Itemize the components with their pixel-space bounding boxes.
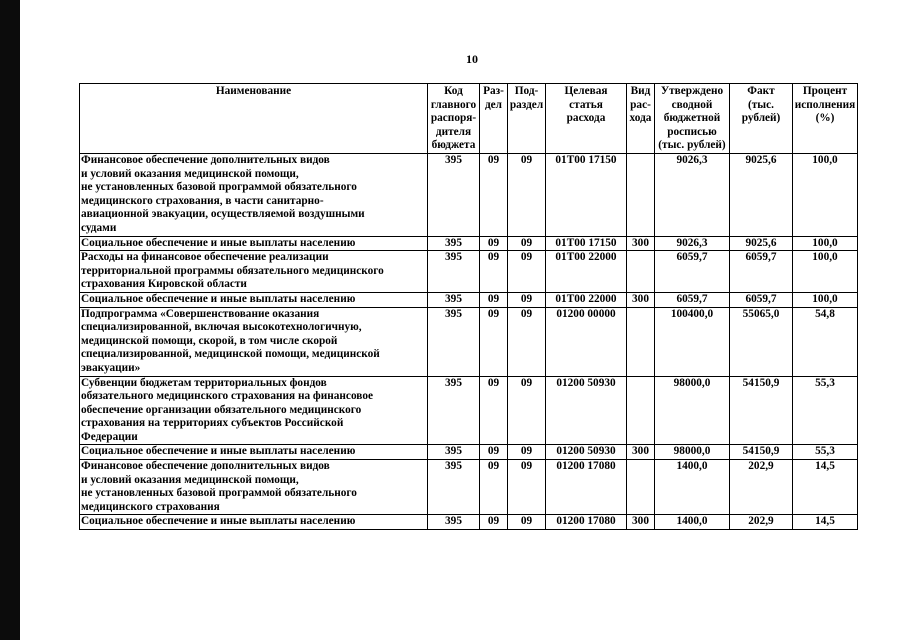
row-name: Финансовое обеспечение дополнительных видов и условий оказания медицинской помощи, не установленных базовой программой обязательного медицинского страхования, в части санитарно- авиационной эвакуации, осуществляемой воздушными судами xyxy=(80,154,428,237)
row-section: 09 xyxy=(480,376,508,445)
row-fact: 54150,9 xyxy=(730,445,793,460)
header-subsection: Под- раздел xyxy=(508,84,546,154)
row-type xyxy=(627,251,655,293)
row-approved: 100400,0 xyxy=(655,307,730,376)
row-type xyxy=(627,154,655,237)
row-percent: 55,3 xyxy=(793,445,858,460)
scan-edge-bar xyxy=(0,0,20,640)
row-target: 01200 17080 xyxy=(546,515,627,530)
row-approved: 9026,3 xyxy=(655,154,730,237)
table-row xyxy=(80,460,858,515)
row-name: Субвенции бюджетам территориальных фондов обязательного медицинского страхования на финансовое обеспечение организации обязательного медицинского страхования на территориях субъектов Российской Федерации xyxy=(80,376,428,445)
table-row xyxy=(80,445,858,460)
row-target: 01200 17080 xyxy=(546,460,627,515)
row-fact: 6059,7 xyxy=(730,251,793,293)
row-name: Финансовое обеспечение дополнительных видов и условий оказания медицинской помощи, не установленных базовой программой обязательного медицинского страхования xyxy=(80,460,428,515)
row-percent: 55,3 xyxy=(793,376,858,445)
table-row xyxy=(80,154,858,237)
row-type: 300 xyxy=(627,292,655,307)
row-approved: 1400,0 xyxy=(655,460,730,515)
row-subsection: 09 xyxy=(508,445,546,460)
header-target: Целевая статья расхода xyxy=(546,84,627,154)
row-target: 01Т00 22000 xyxy=(546,292,627,307)
header-section: Раз- дел xyxy=(480,84,508,154)
row-code: 395 xyxy=(428,445,480,460)
row-type xyxy=(627,307,655,376)
row-fact: 202,9 xyxy=(730,515,793,530)
table-row xyxy=(80,376,858,445)
row-name: Социальное обеспечение и иные выплаты населению xyxy=(80,515,428,530)
row-fact: 54150,9 xyxy=(730,376,793,445)
row-name: Подпрограмма «Совершенствование оказания специализированной, включая высокотехнологичную, медицинской помощи, скорой, в том числе скорой специализированной, медицинской помощи, медицинской эвакуации» xyxy=(80,307,428,376)
row-subsection: 09 xyxy=(508,251,546,293)
row-code: 395 xyxy=(428,460,480,515)
row-approved: 98000,0 xyxy=(655,445,730,460)
row-type xyxy=(627,460,655,515)
header-approved: Утверждено сводной бюджетной росписью (тыс. рублей) xyxy=(655,84,730,154)
row-code: 395 xyxy=(428,236,480,251)
row-section: 09 xyxy=(480,236,508,251)
row-percent: 100,0 xyxy=(793,292,858,307)
header-type: Вид рас- хода xyxy=(627,84,655,154)
header-name: Наименование xyxy=(80,84,428,154)
row-approved: 98000,0 xyxy=(655,376,730,445)
table-row xyxy=(80,515,858,530)
header-percent: Процент исполнения (%) xyxy=(793,84,858,154)
row-target: 01Т00 17150 xyxy=(546,236,627,251)
row-type: 300 xyxy=(627,236,655,251)
row-subsection: 09 xyxy=(508,292,546,307)
row-subsection: 09 xyxy=(508,515,546,530)
row-target: 01200 50930 xyxy=(546,376,627,445)
row-approved: 6059,7 xyxy=(655,251,730,293)
row-target: 01200 00000 xyxy=(546,307,627,376)
row-fact: 9025,6 xyxy=(730,154,793,237)
header-code: Код главного распоря- дителя бюджета xyxy=(428,84,480,154)
row-percent: 100,0 xyxy=(793,154,858,237)
row-target: 01200 50930 xyxy=(546,445,627,460)
row-code: 395 xyxy=(428,515,480,530)
table-row xyxy=(80,251,858,293)
row-code: 395 xyxy=(428,154,480,237)
row-approved: 1400,0 xyxy=(655,515,730,530)
table-header-row xyxy=(80,84,858,154)
row-section: 09 xyxy=(480,515,508,530)
row-subsection: 09 xyxy=(508,154,546,237)
row-percent: 100,0 xyxy=(793,236,858,251)
table-row xyxy=(80,292,858,307)
row-section: 09 xyxy=(480,154,508,237)
row-type: 300 xyxy=(627,445,655,460)
row-subsection: 09 xyxy=(508,376,546,445)
row-code: 395 xyxy=(428,292,480,307)
row-section: 09 xyxy=(480,251,508,293)
table-row xyxy=(80,236,858,251)
row-section: 09 xyxy=(480,445,508,460)
row-subsection: 09 xyxy=(508,236,546,251)
row-code: 395 xyxy=(428,307,480,376)
row-target: 01Т00 17150 xyxy=(546,154,627,237)
row-percent: 54,8 xyxy=(793,307,858,376)
header-fact: Факт (тыс. рублей) xyxy=(730,84,793,154)
row-name: Социальное обеспечение и иные выплаты населению xyxy=(80,236,428,251)
row-name: Расходы на финансовое обеспечение реализации территориальной программы обязательного медицинского страхования Кировской области xyxy=(80,251,428,293)
row-section: 09 xyxy=(480,460,508,515)
row-name: Социальное обеспечение и иные выплаты населению xyxy=(80,292,428,307)
row-section: 09 xyxy=(480,292,508,307)
page-number: 10 xyxy=(466,52,478,66)
row-percent: 14,5 xyxy=(793,515,858,530)
row-approved: 9026,3 xyxy=(655,236,730,251)
row-percent: 14,5 xyxy=(793,460,858,515)
table-row xyxy=(80,307,858,376)
row-type xyxy=(627,376,655,445)
row-fact: 9025,6 xyxy=(730,236,793,251)
row-approved: 6059,7 xyxy=(655,292,730,307)
row-section: 09 xyxy=(480,307,508,376)
row-fact: 55065,0 xyxy=(730,307,793,376)
budget-table xyxy=(79,83,858,530)
row-subsection: 09 xyxy=(508,460,546,515)
row-subsection: 09 xyxy=(508,307,546,376)
row-fact: 6059,7 xyxy=(730,292,793,307)
row-target: 01Т00 22000 xyxy=(546,251,627,293)
row-fact: 202,9 xyxy=(730,460,793,515)
row-type: 300 xyxy=(627,515,655,530)
row-code: 395 xyxy=(428,251,480,293)
row-code: 395 xyxy=(428,376,480,445)
row-percent: 100,0 xyxy=(793,251,858,293)
row-name: Социальное обеспечение и иные выплаты населению xyxy=(80,445,428,460)
